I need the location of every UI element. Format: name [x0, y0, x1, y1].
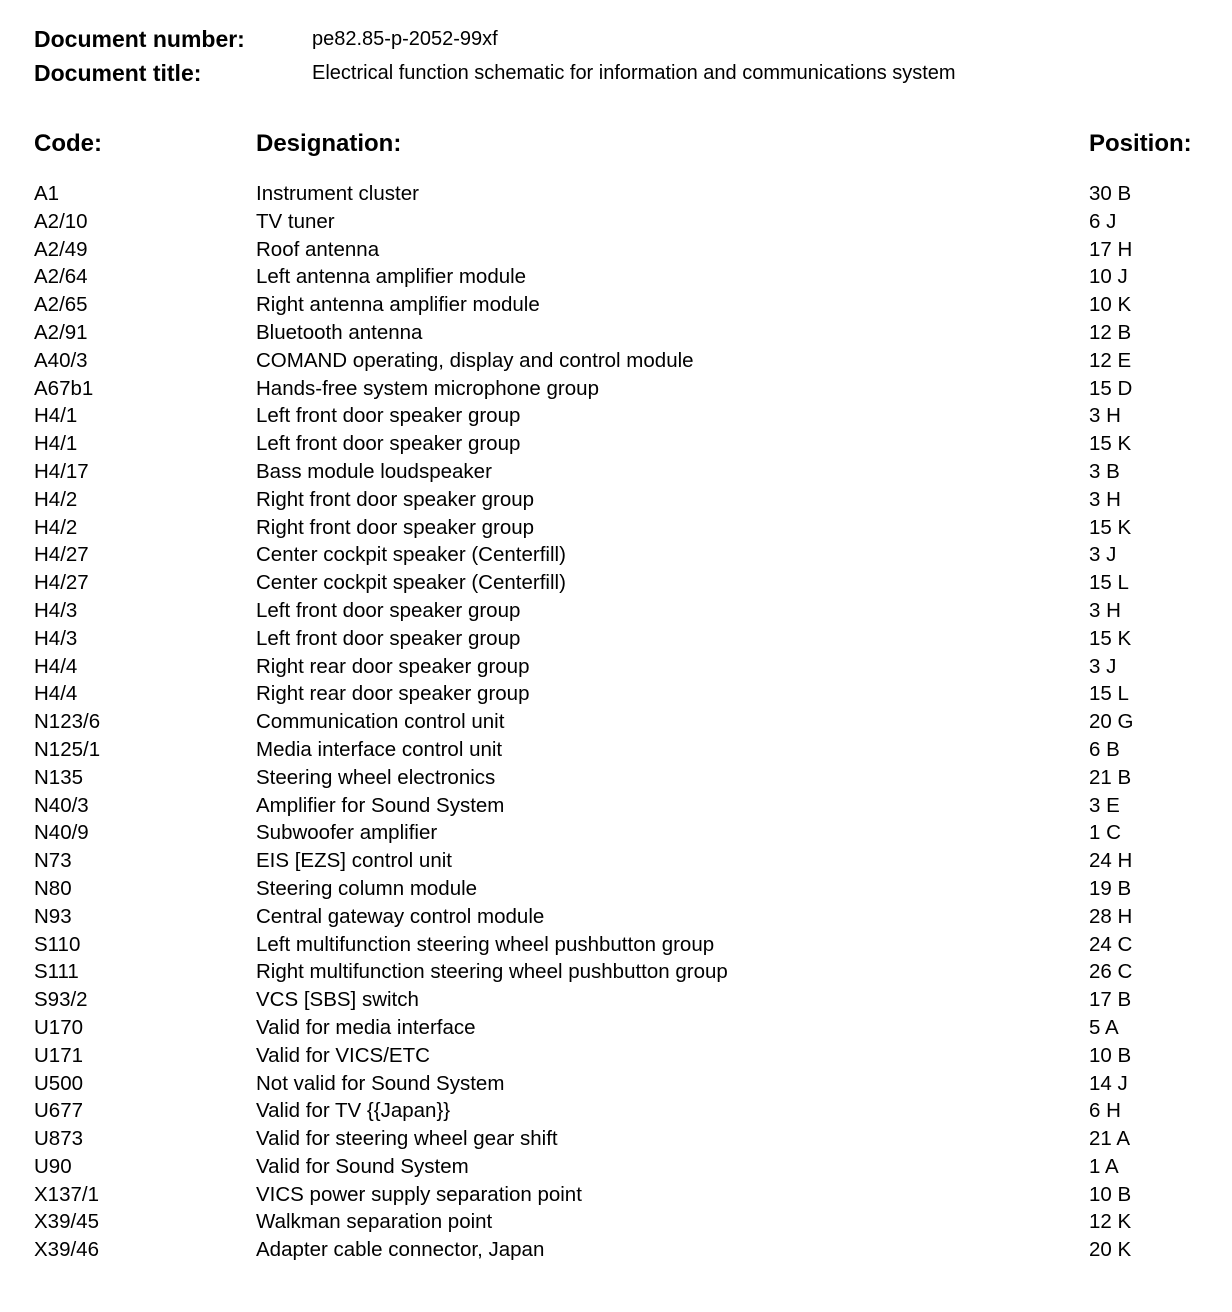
row-designation: Media interface control unit — [256, 737, 503, 761]
row-designation: VCS [SBS] switch — [256, 988, 419, 1012]
row-designation: Left front door speaker group — [256, 404, 521, 428]
row-position: 10 K — [1089, 293, 1132, 317]
row-code: A40/3 — [34, 348, 88, 372]
row-position: 10 B — [1089, 1043, 1132, 1067]
row-position: 24 C — [1089, 932, 1133, 956]
row-designation: Not valid for Sound System — [256, 1071, 505, 1095]
table-row — [0, 319, 1232, 347]
row-designation: Amplifier for Sound System — [256, 793, 505, 817]
row-position: 14 J — [1089, 1071, 1128, 1095]
table-row — [0, 792, 1232, 820]
row-code: U171 — [34, 1043, 84, 1067]
row-code: N135 — [34, 765, 84, 789]
table-row — [0, 263, 1232, 291]
table-row — [0, 847, 1232, 875]
row-position: 1 C — [1089, 821, 1121, 845]
row-position: 10 B — [1089, 1182, 1132, 1206]
row-code: U90 — [34, 1154, 72, 1178]
row-code: A67b1 — [34, 376, 94, 400]
row-designation: Communication control unit — [256, 710, 505, 734]
row-designation: Central gateway control module — [256, 904, 545, 928]
row-code: X39/46 — [34, 1238, 99, 1262]
row-code: H4/1 — [34, 432, 78, 456]
table-row — [0, 486, 1232, 514]
row-code: U677 — [34, 1099, 84, 1123]
row-designation: Valid for VICS/ETC — [256, 1043, 430, 1067]
code-column-header: Code: — [34, 130, 102, 157]
row-position: 19 B — [1089, 876, 1132, 900]
row-designation: Valid for Sound System — [256, 1154, 469, 1178]
row-code: U873 — [34, 1127, 84, 1151]
row-designation: Valid for TV {{Japan}} — [256, 1099, 451, 1123]
table-row — [0, 625, 1232, 653]
row-code: N125/1 — [34, 737, 101, 761]
table-row — [0, 1181, 1232, 1209]
row-code: H4/27 — [34, 543, 89, 567]
row-designation: Left multifunction steering wheel pushbutton group — [256, 932, 715, 956]
document-number-value: pe82.85-p-2052-99xf — [312, 27, 498, 50]
document-number-label: Document number: — [34, 25, 245, 52]
table-row — [0, 402, 1232, 430]
table-row — [0, 347, 1232, 375]
row-position: 6 B — [1089, 737, 1120, 761]
table-row — [0, 819, 1232, 847]
row-position: 20 G — [1089, 710, 1134, 734]
table-row — [0, 430, 1232, 458]
row-designation: Left front door speaker group — [256, 598, 521, 622]
row-position: 26 C — [1089, 960, 1133, 984]
row-designation: Instrument cluster — [256, 182, 419, 205]
row-position: 15 L — [1089, 682, 1129, 706]
table-row — [0, 680, 1232, 708]
row-position: 17 B — [1089, 988, 1132, 1012]
row-code: H4/3 — [34, 626, 78, 650]
document-title-value: Electrical function schematic for information and communications system — [312, 61, 956, 84]
row-designation: Adapter cable connector, Japan — [256, 1238, 545, 1262]
row-code: H4/2 — [34, 515, 78, 539]
row-code: U500 — [34, 1071, 84, 1095]
row-designation: EIS [EZS] control unit — [256, 849, 452, 873]
row-position: 21 B — [1089, 765, 1132, 789]
row-code: U170 — [34, 1015, 84, 1039]
table-row — [0, 208, 1232, 236]
row-designation: Subwoofer amplifier — [256, 821, 438, 845]
table-row — [0, 597, 1232, 625]
table-row — [0, 1236, 1232, 1264]
table-row — [0, 986, 1232, 1014]
row-position: 3 E — [1089, 793, 1120, 817]
row-designation: Left antenna amplifier module — [256, 265, 527, 289]
row-designation: Bluetooth antenna — [256, 320, 423, 344]
row-position: 3 H — [1089, 598, 1121, 622]
row-position: 3 B — [1089, 459, 1120, 483]
row-designation: COMAND operating, display and control module — [256, 348, 694, 372]
row-designation: Left front door speaker group — [256, 626, 521, 650]
table-row — [0, 180, 1232, 208]
row-position: 3 J — [1089, 654, 1117, 678]
table-row — [0, 458, 1232, 486]
row-position: 21 A — [1089, 1127, 1131, 1151]
table-row — [0, 903, 1232, 931]
table-row — [0, 514, 1232, 542]
row-position: 6 J — [1089, 209, 1117, 233]
table-row — [0, 764, 1232, 792]
row-designation: Valid for media interface — [256, 1015, 476, 1039]
table-row — [0, 1125, 1232, 1153]
row-designation: Bass module loudspeaker — [256, 459, 492, 483]
row-code: N80 — [34, 876, 72, 900]
row-position: 15 L — [1089, 571, 1129, 595]
row-code: S111 — [34, 960, 79, 984]
row-position: 15 K — [1089, 626, 1132, 650]
row-code: H4/17 — [34, 459, 89, 483]
row-designation: Walkman separation point — [256, 1210, 493, 1234]
document-title-row — [34, 58, 956, 88]
table-row — [0, 541, 1232, 569]
row-code: N93 — [34, 904, 72, 928]
position-column-header: Position: — [1089, 130, 1192, 157]
row-position: 12 K — [1089, 1210, 1132, 1234]
row-position: 6 H — [1089, 1099, 1121, 1123]
table-row — [0, 291, 1232, 319]
row-code: A1 — [34, 182, 60, 205]
row-designation: Steering wheel electronics — [256, 765, 496, 789]
row-position: 20 K — [1089, 1238, 1132, 1262]
row-position: 3 J — [1089, 543, 1117, 567]
table-row — [0, 736, 1232, 764]
row-code: X39/45 — [34, 1210, 99, 1234]
row-code: N123/6 — [34, 710, 101, 734]
row-designation: Right front door speaker group — [256, 515, 535, 539]
row-designation: Valid for steering wheel gear shift — [256, 1127, 558, 1151]
designation-column-header: Designation: — [256, 130, 402, 157]
row-code: X137/1 — [34, 1182, 99, 1206]
row-code: H4/2 — [34, 487, 78, 511]
table-row — [0, 236, 1232, 264]
row-designation: Hands-free system microphone group — [256, 376, 599, 400]
row-designation: Roof antenna — [256, 237, 380, 261]
row-position: 3 H — [1089, 404, 1121, 428]
row-position: 10 J — [1089, 265, 1128, 289]
table-row — [0, 708, 1232, 736]
row-designation: Right rear door speaker group — [256, 654, 530, 678]
row-designation: Right antenna amplifier module — [256, 293, 540, 317]
row-position: 15 K — [1089, 515, 1132, 539]
row-code: A2/91 — [34, 320, 88, 344]
row-code: H4/27 — [34, 571, 89, 595]
row-designation: Left front door speaker group — [256, 432, 521, 456]
row-code: H4/4 — [34, 682, 78, 706]
row-position: 28 H — [1089, 904, 1133, 928]
row-position: 12 E — [1089, 348, 1132, 372]
row-code: H4/3 — [34, 598, 78, 622]
row-position: 12 B — [1089, 320, 1132, 344]
table-row — [0, 1208, 1232, 1236]
row-code: A2/65 — [34, 293, 88, 317]
table-row — [0, 931, 1232, 959]
row-designation: Right rear door speaker group — [256, 682, 530, 706]
row-code: N40/3 — [34, 793, 89, 817]
row-code: A2/10 — [34, 209, 88, 233]
table-row — [0, 1070, 1232, 1098]
row-code: S93/2 — [34, 988, 88, 1012]
row-position: 1 A — [1089, 1154, 1119, 1178]
row-position: 5 A — [1089, 1015, 1119, 1039]
table-row — [0, 653, 1232, 681]
table-row — [0, 1153, 1232, 1181]
table-row — [0, 875, 1232, 903]
row-position: 15 D — [1089, 376, 1133, 400]
row-position: 15 K — [1089, 432, 1132, 456]
row-code: S110 — [34, 932, 81, 956]
row-designation: Center cockpit speaker (Centerfill) — [256, 543, 566, 567]
row-code: H4/4 — [34, 654, 78, 678]
row-designation: Right multifunction steering wheel pushbutton group — [256, 960, 728, 984]
row-code: H4/1 — [34, 404, 78, 428]
table-row — [0, 1097, 1232, 1125]
document-title-label: Document title: — [34, 59, 202, 86]
row-position: 30 B — [1089, 182, 1132, 205]
row-code: A2/64 — [34, 265, 88, 289]
table-row — [0, 958, 1232, 986]
row-designation: Steering column module — [256, 876, 478, 900]
table-row — [0, 1042, 1232, 1070]
component-table — [0, 180, 1232, 1264]
document-number-row — [34, 24, 498, 54]
row-position: 24 H — [1089, 849, 1133, 873]
row-code: N73 — [34, 849, 72, 873]
row-designation: Center cockpit speaker (Centerfill) — [256, 571, 566, 595]
row-designation: Right front door speaker group — [256, 487, 535, 511]
row-designation: TV tuner — [256, 209, 335, 233]
row-code: N40/9 — [34, 821, 89, 845]
row-designation: VICS power supply separation point — [256, 1182, 582, 1206]
row-code: A2/49 — [34, 237, 88, 261]
table-row — [0, 1014, 1232, 1042]
table-row — [0, 375, 1232, 403]
row-position: 3 H — [1089, 487, 1121, 511]
row-position: 17 H — [1089, 237, 1133, 261]
table-row — [0, 569, 1232, 597]
